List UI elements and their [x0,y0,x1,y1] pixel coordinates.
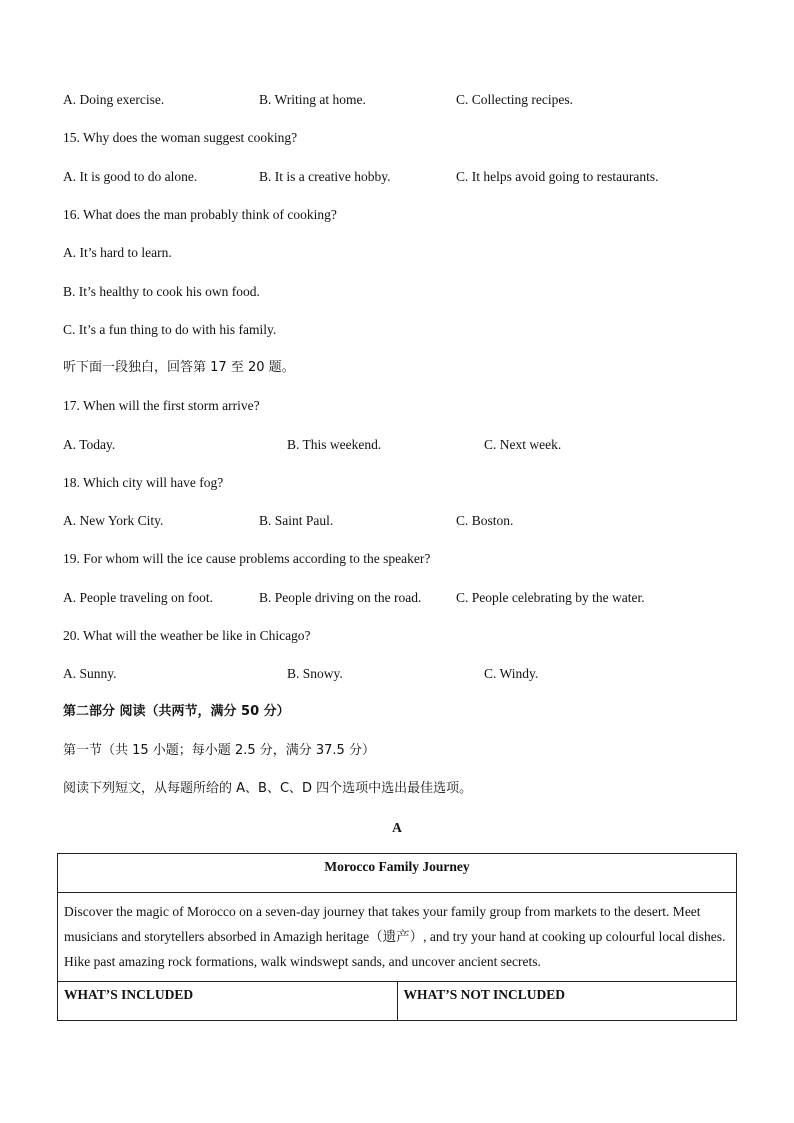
q17-option-c: C. Next week. [484,437,562,452]
q15-option-c: C. It helps avoid going to restaurants. [456,169,659,184]
q19-question: 19. For whom will the ice cause problems according to the speaker? [63,551,431,566]
q18-option-a: A. New York City. [63,513,164,528]
q17-option-a: A. Today. [63,437,116,452]
included-header: WHAT’S INCLUDED [58,982,398,1021]
not-included-header: WHAT’S NOT INCLUDED [397,982,737,1021]
q14-option-c: C. Collecting recipes. [456,92,573,107]
q19-option-a: A. People traveling on foot. [63,590,213,605]
q15-option-a: A. It is good to do alone. [63,169,198,184]
q18-question: 18. Which city will have fog? [63,475,224,490]
passage-label: A [392,820,402,835]
q20-option-b: B. Snowy. [287,666,343,681]
q17-question: 17. When will the first storm arrive? [63,398,260,413]
q16-option-b: B. It’s healthy to cook his own food. [63,284,260,299]
journey-info-table [57,853,737,1021]
table-title: Morocco Family Journey [58,854,737,893]
monologue-instruction: 听下面一段独白，回答第 17 至 20 题。 [63,360,295,375]
q16-option-c: C. It’s a fun thing to do with his family. [63,322,277,337]
q19-option-c: C. People celebrating by the water. [456,590,645,605]
q16-question: 16. What does the man probably think of cooking? [63,207,337,222]
q18-option-b: B. Saint Paul. [259,513,334,528]
part2-title: 第二部分 阅读（共两节，满分 50 分） [63,704,290,719]
q20-question: 20. What will the weather be like in Chicago? [63,628,311,643]
q19-option-b: B. People driving on the road. [259,590,422,605]
q15-question: 15. Why does the woman suggest cooking? [63,130,298,145]
section1-title: 第一节（共 15 小题；每小题 2.5 分，满分 37.5 分） [63,743,375,758]
q14-option-a: A. Doing exercise. [63,92,165,107]
table-description: Discover the magic of Morocco on a seven-day journey that takes your family group from markets to the desert. Meet musicians and storytellers absorbed in Amazigh heritage（遗产）, and try your hand at cooking up colourful local dishes. Hike past amazing rock formations, walk windswept sands, and uncover ancient secrets. [58,893,737,982]
q15-option-b: B. It is a creative hobby. [259,169,391,184]
q16-option-a: A. It’s hard to learn. [63,245,172,260]
q14-option-b: B. Writing at home. [259,92,366,107]
q20-option-a: A. Sunny. [63,666,117,681]
q17-option-b: B. This weekend. [287,437,382,452]
reading-instruction: 阅读下列短文，从每题所给的 A、B、C、D 四个选项中选出最佳选项。 [63,781,473,796]
q20-option-c: C. Windy. [484,666,539,681]
q18-option-c: C. Boston. [456,513,514,528]
